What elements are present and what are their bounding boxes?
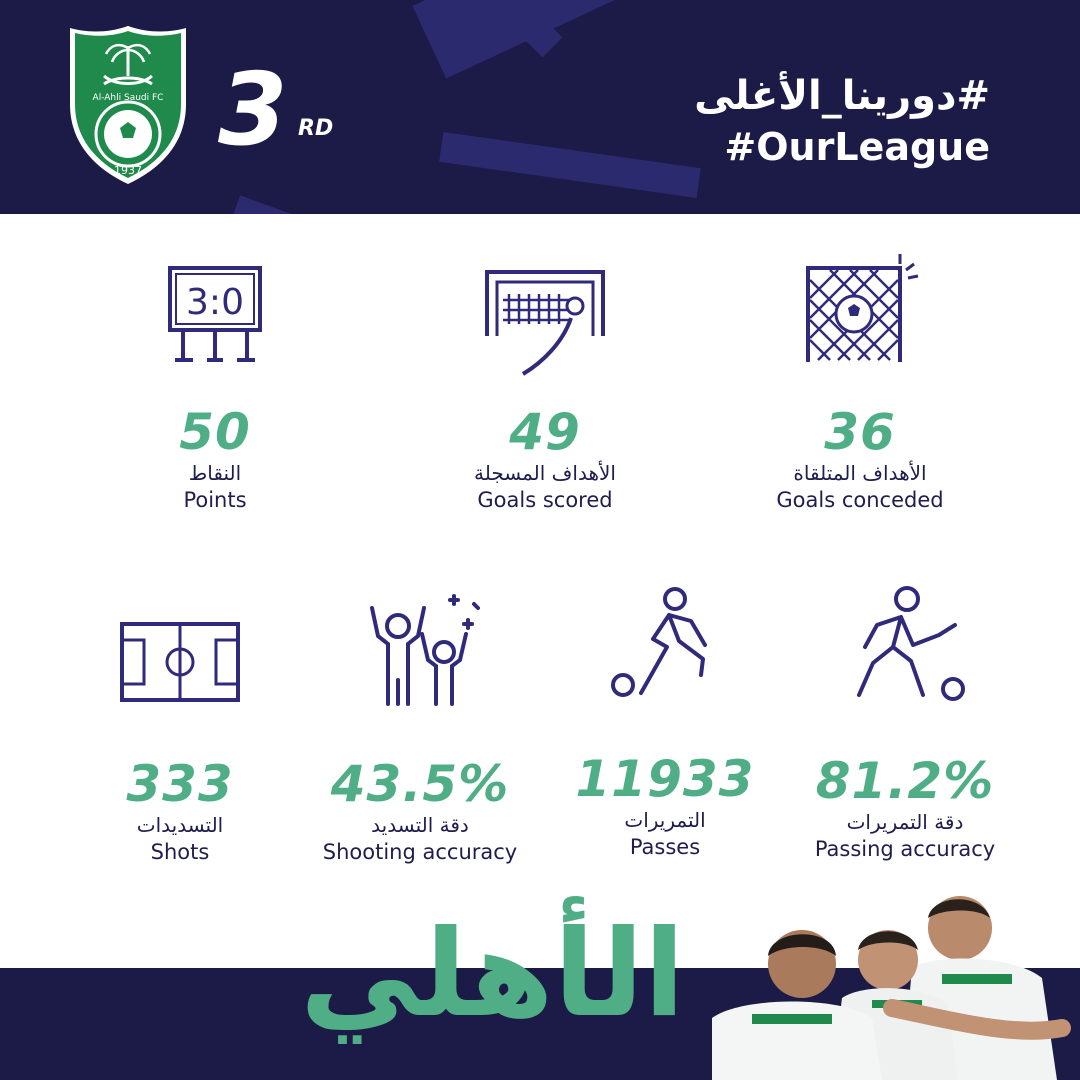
hashtag-english: #OurLeague bbox=[724, 125, 990, 169]
stat-value: 333 bbox=[126, 755, 234, 813]
passer-icon bbox=[843, 585, 967, 703]
stat-goals-conceded bbox=[760, 250, 960, 514]
stat-label-english: Passes bbox=[629, 835, 701, 859]
goal-conceded-icon bbox=[800, 250, 920, 366]
stat-shooting-accuracy bbox=[310, 590, 530, 866]
league-rank bbox=[218, 51, 338, 170]
hashtags bbox=[694, 70, 990, 172]
stat-value: 43.5% bbox=[330, 755, 510, 813]
stat-points bbox=[115, 262, 315, 514]
stat-label-english: Passing accuracy bbox=[814, 837, 996, 861]
stat-value: 36 bbox=[824, 403, 896, 461]
stat-passes bbox=[565, 585, 765, 861]
pitch-icon bbox=[118, 620, 242, 704]
stat-label-arabic: التمريرات bbox=[624, 808, 706, 832]
stat-goals-scored bbox=[440, 262, 650, 514]
stat-value: 11933 bbox=[575, 750, 755, 808]
stat-label-english: Goals scored bbox=[477, 488, 613, 512]
kicker-icon bbox=[605, 585, 725, 701]
stat-label-arabic: الأهداف المتلقاة bbox=[793, 461, 927, 485]
stat-value: 50 bbox=[179, 403, 251, 461]
stat-passing-accuracy bbox=[800, 585, 1010, 863]
rank-suffix: RD bbox=[298, 116, 334, 141]
scoreboard-icon bbox=[165, 262, 265, 366]
stat-shots bbox=[80, 620, 280, 866]
decor-shape bbox=[412, 0, 627, 79]
crest-year: 1937 bbox=[114, 164, 142, 177]
club-crest-logo bbox=[66, 24, 190, 186]
header-banner bbox=[0, 0, 1080, 214]
rank-number: 3 bbox=[218, 51, 288, 168]
stat-label-arabic: التسديدات bbox=[136, 813, 224, 837]
celebration-icon bbox=[358, 590, 482, 708]
stat-label-arabic: دقة التمريرات bbox=[846, 810, 964, 834]
stat-label-arabic: دقة التسديد bbox=[371, 813, 469, 837]
goal-scored-icon bbox=[483, 262, 607, 380]
crest-text: Al-Ahli Saudi FC bbox=[92, 93, 164, 103]
hashtag-arabic: #دورينا_الأغلى bbox=[694, 73, 990, 119]
club-name-arabic: الأهلي bbox=[300, 905, 685, 1044]
stat-value: 49 bbox=[509, 403, 581, 461]
stat-label-arabic: النقاط bbox=[188, 461, 242, 485]
stat-label-arabic: الأهداف المسجلة bbox=[474, 461, 616, 485]
stat-label-english: Goals conceded bbox=[776, 488, 944, 512]
stat-label-english: Shooting accuracy bbox=[322, 840, 518, 864]
decor-shape bbox=[233, 195, 296, 214]
players-photo bbox=[712, 888, 1080, 1080]
decor-shape bbox=[439, 132, 701, 198]
svg-text:3:0: 3:0 bbox=[186, 282, 244, 323]
stat-value: 81.2% bbox=[815, 752, 995, 810]
stat-label-english: Points bbox=[183, 488, 247, 512]
stat-label-english: Shots bbox=[150, 840, 210, 864]
